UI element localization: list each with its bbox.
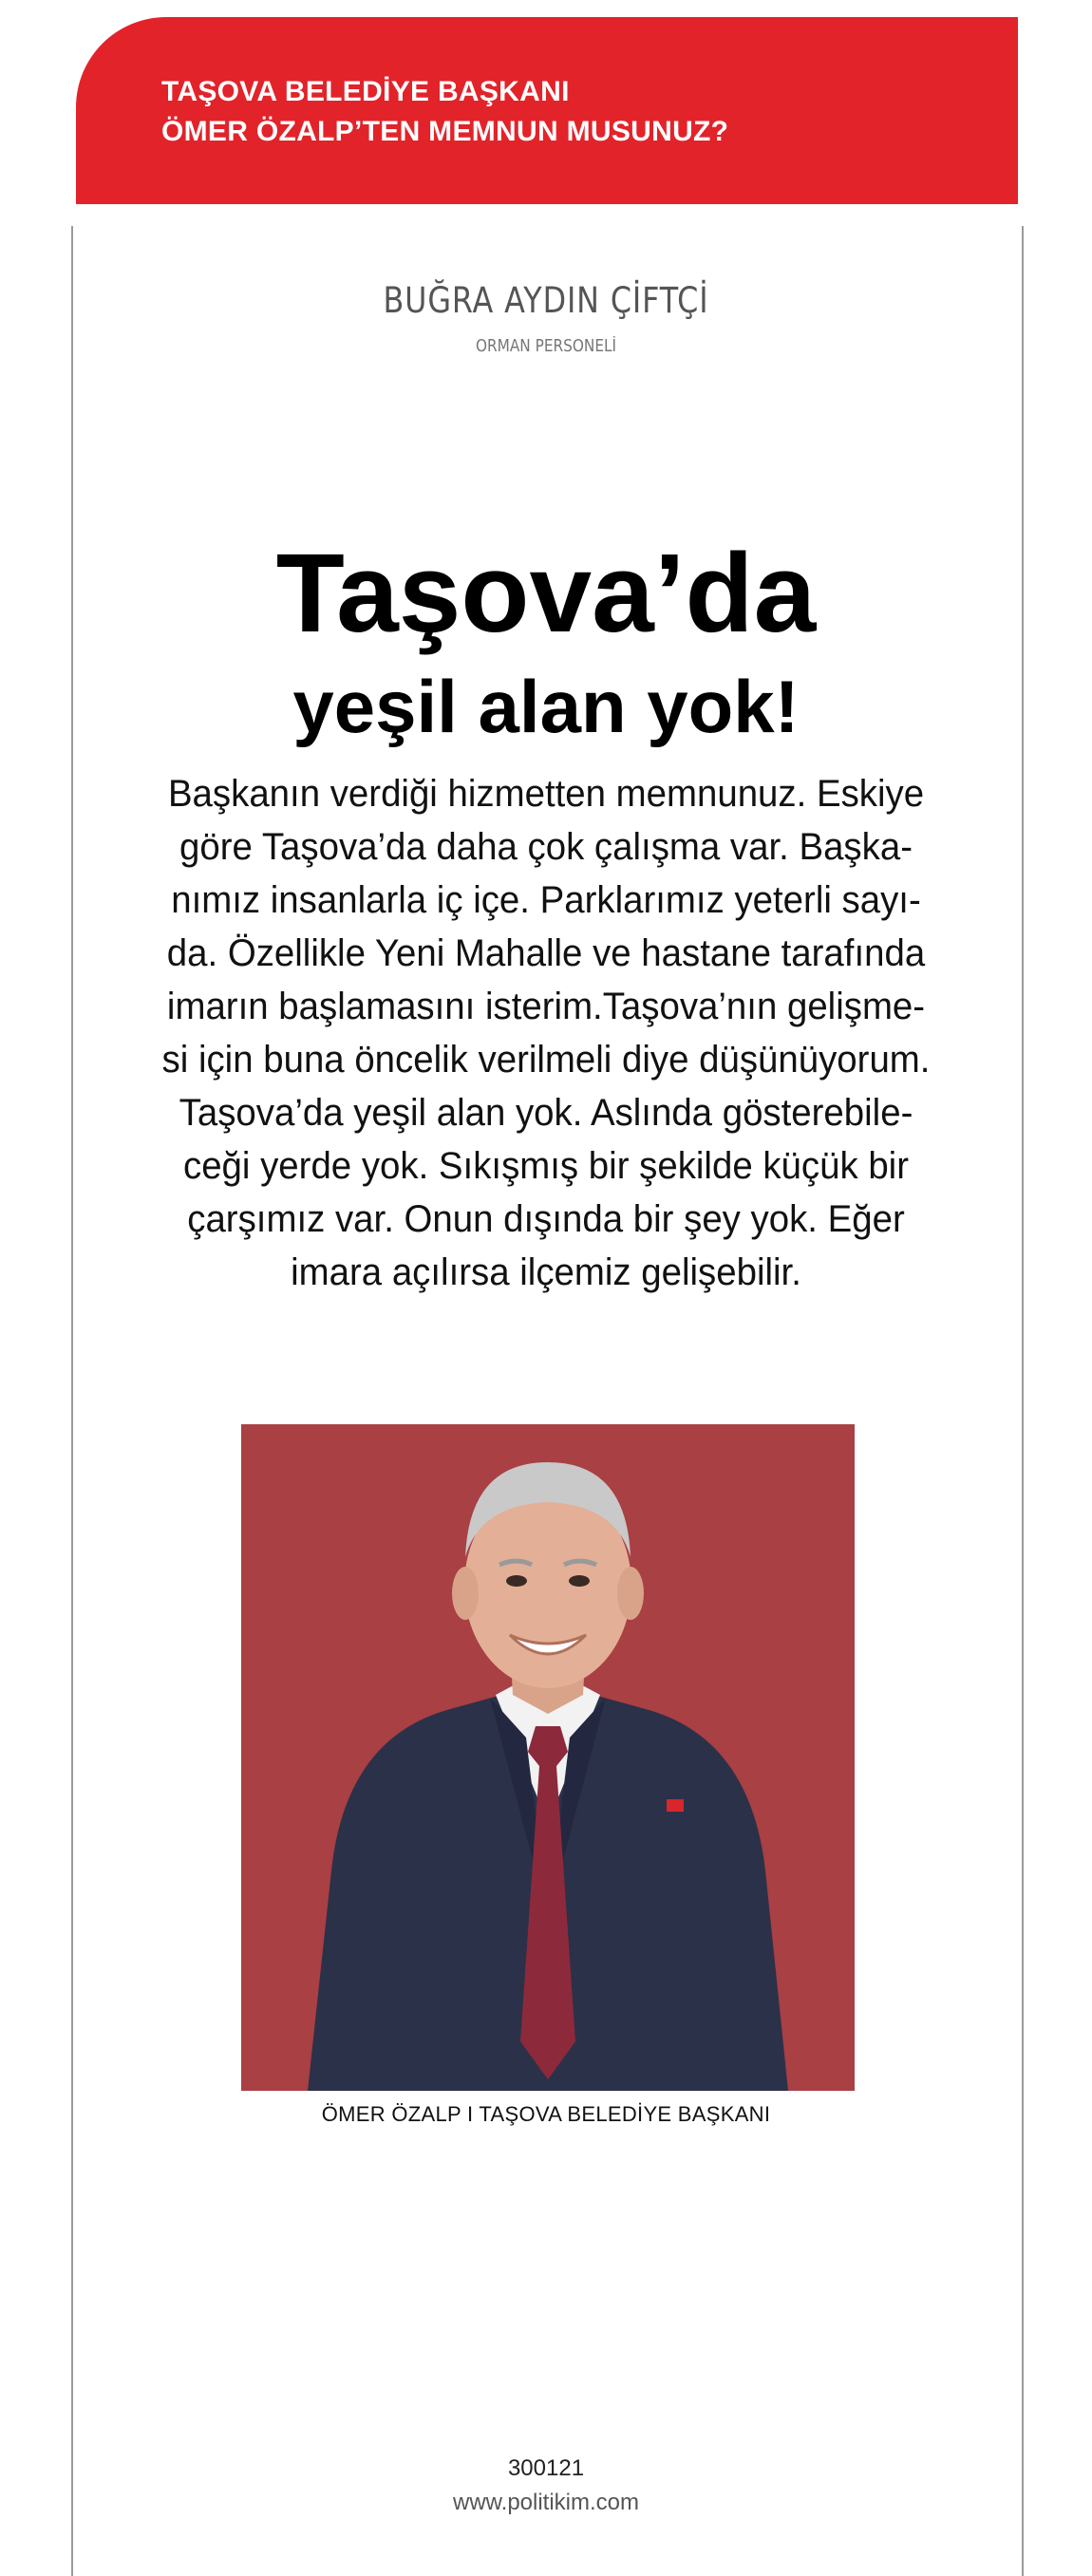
body-line: imara açılırsa ilçemiz gelişebilir. [291,1251,801,1293]
headline-main: Taşova’da [275,531,817,656]
body-line: si için buna öncelik verilmeli diye düşünüyorum. [161,1039,931,1081]
body-line: göre Taşova’da daha çok çalışma var. Başka- [179,826,913,868]
photo-caption: ÖMER ÖZALP I TAŞOVA BELEDİYE BAŞKANI [321,2102,771,2126]
body-line: ceği yerde yok. Sıkışmış bir şekilde küçük bir [182,1145,910,1187]
footer-code: 300121 [507,2455,585,2481]
body-line: imarın başlamasını isterim.Taşova’nın gelişme- [166,986,926,1027]
author-role: ORMAN PERSONELİ [475,336,617,356]
headline-sub: yeşil alan yok! [292,665,800,748]
flag-pin-icon [667,1799,684,1812]
body-line: Taşova’da yeşil alan yok. Aslında gösterebile- [179,1092,913,1134]
footer-website-link[interactable]: www.politikim.com [452,2490,640,2515]
header-title-line-2: ÖMER ÖZALP’TEN MEMNUN MUSUNUZ? [161,116,729,147]
article-body [157,767,935,1299]
body-line: da. Özellikle Yeni Mahalle ve hastane tarafında [166,932,926,974]
body-line: Başkanın verdiği hizmetten memnunuz. Eskiye [167,773,925,815]
author-name: BUĞRA AYDIN ÇİFTÇİ [383,280,709,321]
mayor-portrait-photo [241,1424,855,2091]
body-line: çarşımız var. Onun dışında bir şey yok. Eğer [187,1198,905,1240]
body-line: nımız insanlarla iç içe. Parklarımız yeterli sayı- [171,879,921,921]
header-banner [76,17,1018,204]
header-title-line-1: TAŞOVA BELEDİYE BAŞKANI [161,76,570,107]
portrait-illustration [241,1424,855,2091]
